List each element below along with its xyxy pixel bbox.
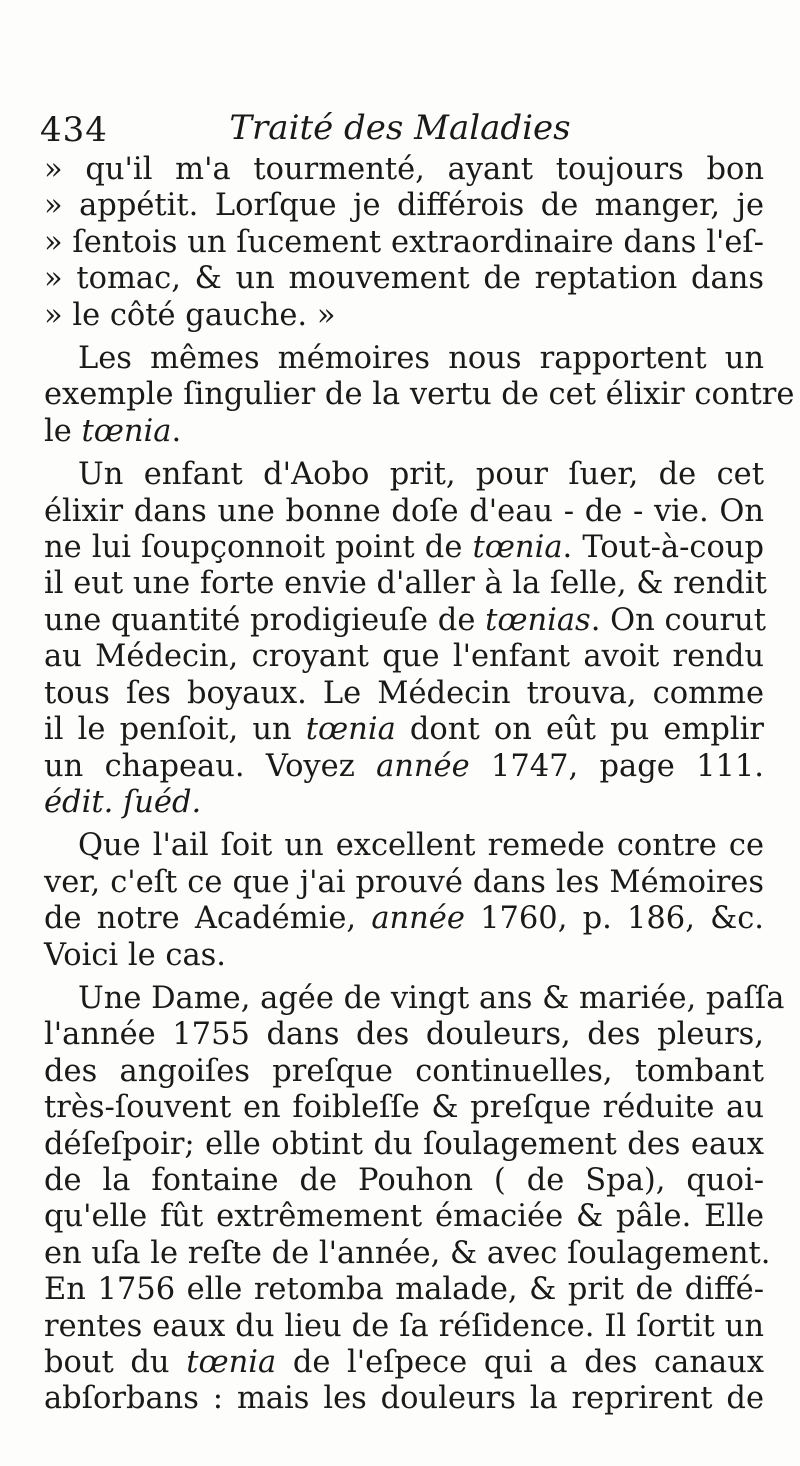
line-text: ver, c'eſt ce que j'ai prouvé dans les Mémoires — [44, 864, 764, 900]
paragraph-gap — [44, 821, 764, 828]
italic-term: édit. ſuéd. — [44, 784, 202, 820]
text-line — [44, 414, 764, 450]
text-line — [44, 1054, 764, 1090]
line-text: très-ſouvent en foibleſſe & preſque réduite au — [44, 1090, 764, 1126]
paragraph-gap — [44, 974, 764, 981]
line-text: Un enfant d'Aobo prit, pour ſuer, de cet — [78, 457, 764, 493]
line-text-after: . — [171, 413, 182, 449]
line-text: exemple ſingulier de la vertu de cet élixir contre — [44, 377, 795, 413]
line-text: il le penſoit, un — [44, 712, 306, 748]
page-number: 434 — [40, 110, 108, 150]
italic-term: tœnia — [81, 413, 172, 449]
line-text: Les mêmes mémoires nous rapportent un — [78, 341, 764, 377]
paragraph-gap — [44, 450, 764, 457]
text-line — [44, 225, 764, 261]
line-text: tous ſes boyaux. Le Médecin trouva, comme — [44, 675, 764, 711]
line-text: » appétit. Lorſque je différois de manger, je — [44, 188, 764, 224]
line-text: Une Dame, agée de vingt ans & mariée, paſſa — [78, 980, 785, 1016]
text-line — [44, 712, 764, 748]
text-line — [44, 1163, 764, 1199]
italic-term: tœnia — [472, 530, 563, 566]
text-line — [44, 749, 764, 785]
line-text-after: . On courut — [590, 602, 767, 638]
paragraph-gap — [44, 334, 764, 341]
italic-term: tœnias — [485, 602, 591, 638]
text-line — [44, 901, 764, 937]
italic-term: tœnia — [305, 712, 396, 748]
body-text — [44, 152, 795, 1418]
line-text: de notre Académie, — [44, 901, 372, 937]
line-text: une quantité prodigieuſe de — [44, 602, 486, 638]
text-line — [44, 298, 764, 334]
text-line — [44, 377, 795, 413]
text-line — [44, 1235, 771, 1272]
line-text: élixir dans une bonne doſe d'eau - de - vie. On — [44, 493, 764, 529]
line-text: » qu'il m'a tourmenté, ayant toujours bon — [44, 152, 764, 187]
text-line — [44, 1090, 764, 1126]
italic-term: année — [371, 901, 465, 937]
text-line — [44, 938, 764, 974]
line-text: au Médecin, croyant que l'enfant avoit rendu — [44, 639, 764, 675]
line-text: ne lui ſoupçonnoit point de — [44, 530, 473, 566]
text-line — [44, 865, 764, 901]
text-line — [44, 639, 764, 675]
italic-term: tœnia — [186, 1345, 277, 1380]
text-line — [44, 1272, 764, 1308]
text-line — [44, 1017, 764, 1053]
text-line — [44, 341, 764, 377]
text-line — [44, 828, 764, 864]
line-text: Que l'ail ſoit un excellent remede contre ce — [78, 828, 764, 864]
line-text: des angoiſes preſque continuelles, tombant — [44, 1053, 764, 1089]
line-text: de la fontaine de Pouhon ( de Spa), quoi- — [44, 1162, 764, 1198]
line-text: Voici le cas. — [44, 937, 226, 973]
line-text-after: 1760, p. 186, &c. — [464, 901, 764, 937]
text-line — [44, 1345, 764, 1381]
line-text: l'année 1755 dans des douleurs, des pleurs, — [44, 1017, 764, 1053]
line-text: déſeſpoir; elle obtint du ſoulagement des eaux — [44, 1126, 764, 1162]
line-text: rentes eaux du lieu de ſa réſidence. Il ſortit un — [44, 1308, 764, 1344]
text-line — [44, 1381, 764, 1417]
text-line — [44, 676, 764, 712]
line-text: un chapeau. Voyez — [44, 748, 377, 784]
line-text-after: 1747, page 111. — [469, 748, 764, 784]
text-line — [44, 494, 764, 530]
line-text-after: dont on eût pu emplir — [395, 712, 764, 748]
text-line — [44, 980, 785, 1017]
text-line — [44, 261, 764, 297]
page-header — [40, 100, 760, 160]
line-text-after: de l'eſpece qui a des canaux — [276, 1345, 764, 1380]
line-text: » ſentois un ſucement extraordinaire dans l'eſ- — [44, 224, 764, 260]
running-title: Traité des Maladies — [229, 108, 571, 148]
line-text: le — [44, 413, 82, 449]
line-text: en uſa le reſte de l'année, & avec ſoulagement. — [44, 1235, 771, 1271]
line-text-after: . Tout-à-coup — [562, 530, 764, 566]
text-line — [44, 530, 764, 566]
line-text: abſorbans : mais les douleurs la reprirent de — [44, 1381, 764, 1417]
text-line — [44, 1127, 764, 1163]
text-line — [44, 602, 767, 639]
line-text: bout du — [44, 1345, 187, 1380]
text-line — [44, 566, 767, 602]
text-line — [44, 785, 764, 821]
line-text: il eut une forte envie d'aller à la ſelle, & rendit — [44, 566, 767, 602]
italic-term: année — [376, 748, 470, 784]
text-line — [44, 152, 764, 188]
text-line — [44, 457, 764, 493]
text-line — [44, 1199, 764, 1235]
text-line — [44, 188, 764, 224]
line-text: qu'elle fût extrêmement émaciée & pâle. Elle — [44, 1199, 764, 1235]
line-text: » le côté gauche. » — [44, 297, 336, 333]
text-line — [44, 1309, 764, 1345]
line-text: » tomac, & un mouvement de reptation dans — [44, 261, 764, 297]
line-text: En 1756 elle retomba malade, & prit de diffé- — [44, 1272, 764, 1308]
